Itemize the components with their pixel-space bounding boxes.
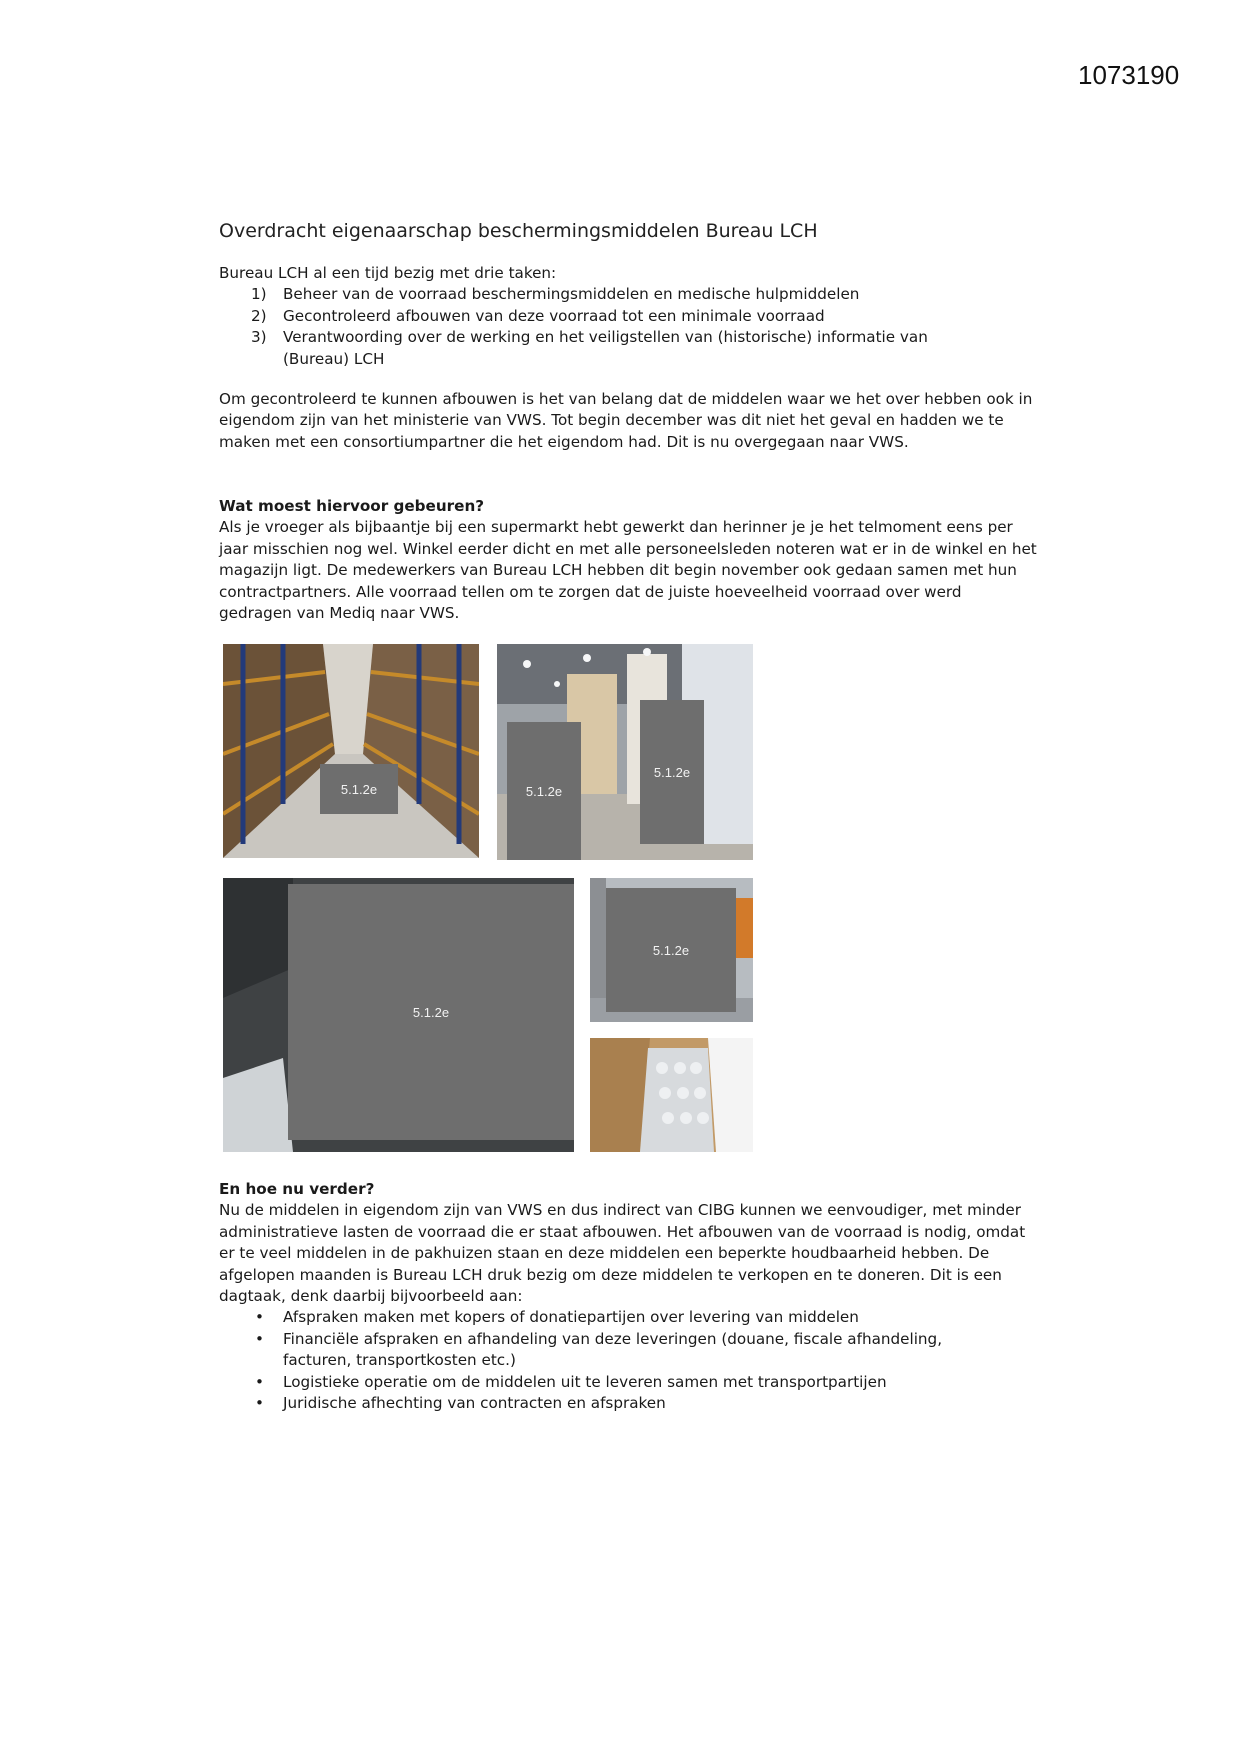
redaction-block: 5.1.2e xyxy=(606,888,736,1012)
list-item: • Logistieke operatie om de middelen uit te leveren samen met transportpartijen xyxy=(255,1372,887,1391)
redaction-block: 5.1.2e xyxy=(640,700,704,844)
section-heading: Wat moest hiervoor gebeuren? xyxy=(219,497,485,515)
redaction-block: 5.1.2e xyxy=(288,884,574,1140)
list-item: 1) Beheer van de voorraad beschermingsmiddelen en medische hulpmiddelen xyxy=(251,285,860,304)
bullet-list xyxy=(219,1307,1039,1414)
document-title: Overdracht eigenaarschap beschermingsmiddelen Bureau LCH xyxy=(219,220,818,242)
pallet-warehouse-photo xyxy=(497,644,753,860)
shelving-photo xyxy=(590,878,753,1022)
ownership-paragraph: Om gecontroleerd te kunnen afbouwen is het van belang dat de middelen waar we het over hebben ook in eigendom zijn van het ministerie van VWS. Tot begin december was dit niet het geval en hadden we te maken met een consortiumpartner die het eigendom had. Dit is nu overgegaan naar VWS. xyxy=(219,390,1033,451)
intro-lead: Bureau LCH al een tijd bezig met drie taken: xyxy=(219,264,557,282)
document-id: 1073190 xyxy=(1078,60,1180,90)
list-item: • Afspraken maken met kopers of donatiepartijen over levering van middelen xyxy=(255,1308,859,1327)
section-next-steps xyxy=(219,1179,1039,1414)
section-what-happened xyxy=(219,496,1039,624)
redaction-block: 5.1.2e xyxy=(507,722,581,860)
list-item: 2) Gecontroleerd afbouwen van deze voorraad tot een minimale voorraad xyxy=(251,306,825,325)
section-heading: En hoe nu verder? xyxy=(219,1180,375,1198)
warehouse-aisle-photo xyxy=(223,644,479,858)
box-photo xyxy=(590,1038,753,1152)
section-body: Als je vroeger als bijbaantje bij een supermarkt hebt gewerkt dan herinner je je het telmoment eens per jaar misschien nog wel. Winkel eerder dicht en met alle personeelsleden noteren wat er in de winkel en het magazijn ligt. De medewerkers van Bureau LCH hebben dit begin november ook gedaan samen met hun contractpartners. Alle voorraad tellen om te zorgen dat de juiste hoeveelheid voorraad over werd gedragen van Mediq naar VWS. xyxy=(219,518,1037,623)
redaction-block: 5.1.2e xyxy=(320,764,398,814)
intro-section xyxy=(219,263,1039,370)
list-item: • Financiële afspraken en afhandeling van deze leveringen (douane, fiscale afhandeling, facturen, transportkosten etc.) xyxy=(255,1329,943,1370)
task-list xyxy=(219,284,1039,370)
list-item: 3) Verantwoording over de werking en het veiligstellen van (historische) informatie van (Bureau) LCH xyxy=(251,328,928,368)
list-item: • Juridische afhechting van contracten en afspraken xyxy=(255,1394,666,1413)
floor-photo xyxy=(223,878,574,1152)
section-body: Nu de middelen in eigendom zijn van VWS en dus indirect van CIBG kunnen we eenvoudiger, met minder administratieve lasten de voorraad die er staat afbouwen. Het afbouwen van de voorraad is nodig, omdat er te veel middelen in de pakhuizen staan en deze middelen een beperkte houdbaarheid hebben. De afgelopen maanden is Bureau LCH druk bezig om deze middelen te verkopen en te doneren. Dit is een dagtaak, denk daarbij bijvoorbeeld aan: xyxy=(219,1201,1026,1306)
